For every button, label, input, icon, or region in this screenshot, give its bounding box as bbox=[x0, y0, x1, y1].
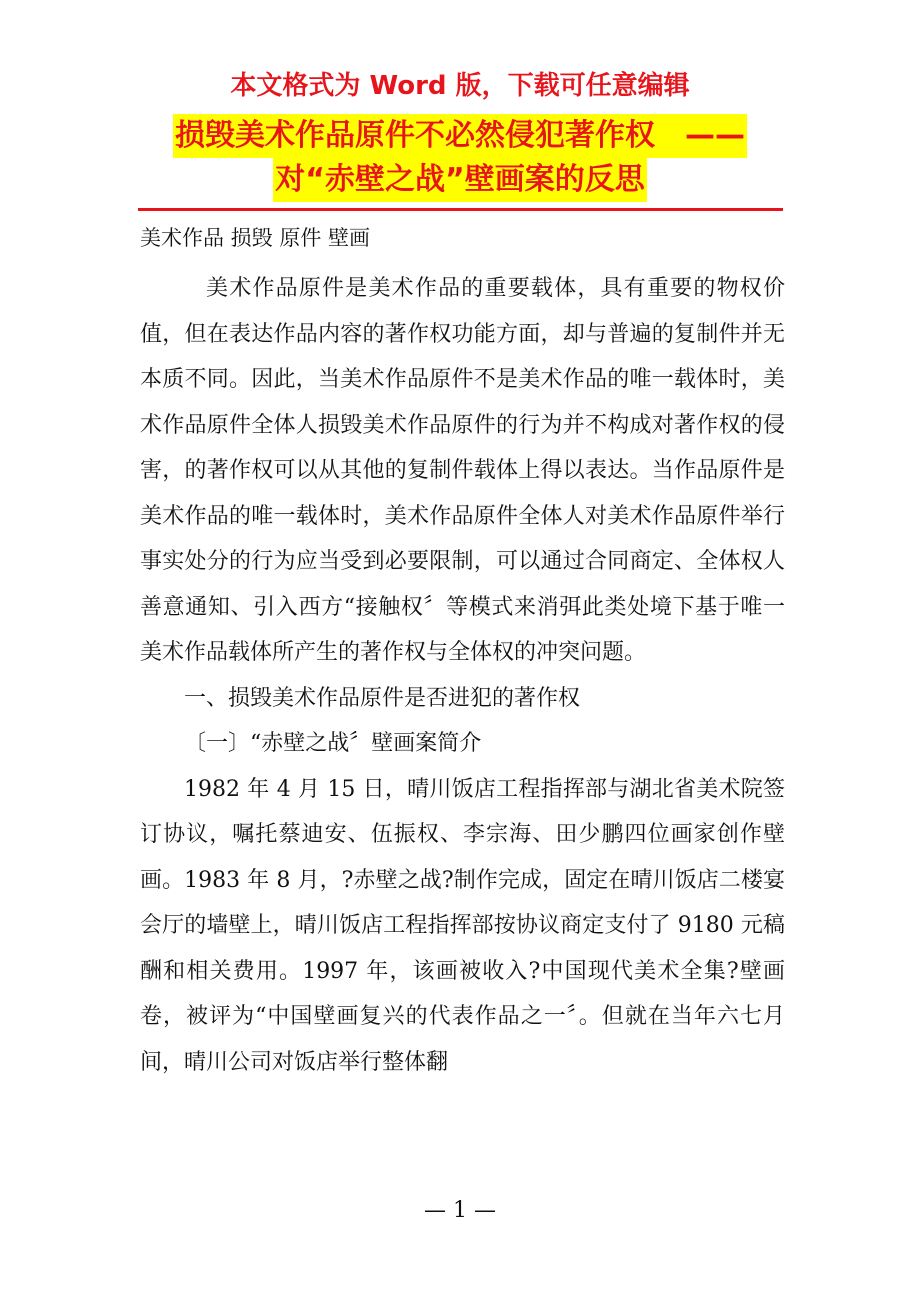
document-title bbox=[130, 114, 790, 202]
keywords-line: 美术作品 损毁 原件 壁画 bbox=[140, 226, 371, 250]
section-heading: 一、损毁美术作品原件是否进犯的著作权 bbox=[184, 685, 581, 711]
body-text bbox=[140, 266, 785, 1085]
abstract-paragraph: 美术作品原件是美术作品的重要载体，具有重要的物权价值，但在表达作品内容的著作权功能方面，却与普遍的复制件并无本质不同。因此，当美术作品原件不是美术作品的唯一载体时，美术作品原件全体人损毁美术作品原件的行为并不构成对著作权的侵害，的著作权可以从其他的复制件载体上得以表达。当作品原件是美术作品的唯一载体时，美术作品原件全体人对美术作品原件举行事实处分的行为应当受到必要限制，可以通过合同商定、全体权人善意通知、引入西方“接触权〞等模式来消弭此类处境下基于唯一美术作品载体所产生的著作权与全体权的冲突问题。 bbox=[140, 276, 785, 665]
title-divider bbox=[138, 208, 783, 211]
case-paragraph: 1982 年 4 月 15 日，晴川饭店工程指挥部与湖北省美术院签订协议，嘱托蔡迪安、伍振权、李宗海、田少鹏四位画家创作壁画。1983 年 8 月，?赤壁之战?制作完成，固定在晴川饭店二楼宴会厅的墙壁上，晴川饭店工程指挥部按协议商定支付了 9180 元稿酬和相关费用。1997 年，该画被收入?中国现代美术全集?壁画卷，被评为“中国壁画复兴的代表作品之一〞。但就在当年六七月间，晴川公司对饭店举行整体翻 bbox=[140, 776, 785, 1075]
title-line-1: 损毁美术作品原件不必然侵犯著作权 —— bbox=[173, 114, 747, 158]
subsection-heading: 〔一〕“赤壁之战〞壁画案简介 bbox=[184, 731, 482, 756]
page-number: — 1 — bbox=[424, 1198, 496, 1223]
title-line-2: 对“赤壁之战”壁画案的反思 bbox=[273, 158, 646, 202]
download-notice: 本文格式为 Word 版，下载可任意编辑 bbox=[230, 71, 690, 101]
